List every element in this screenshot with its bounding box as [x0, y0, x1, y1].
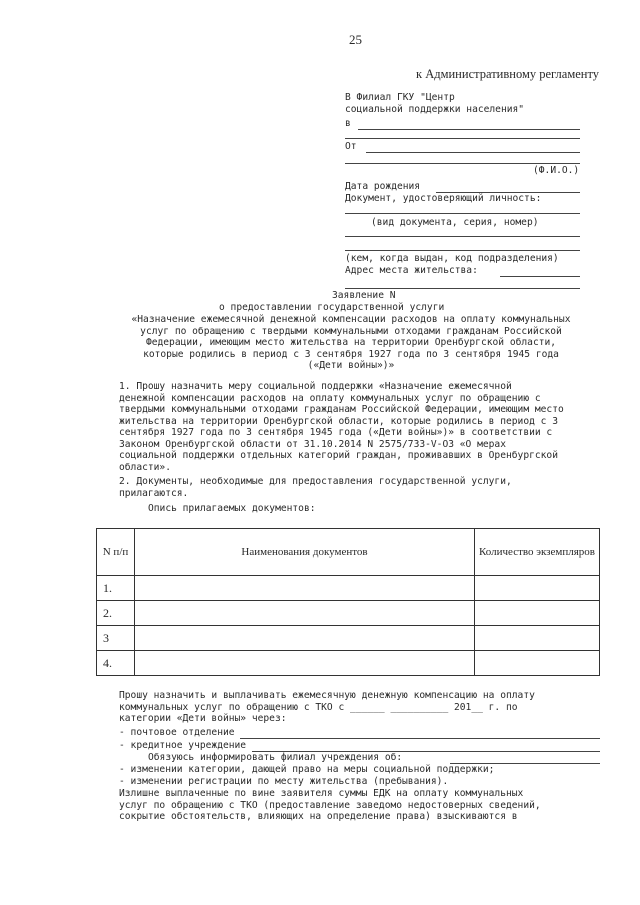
table-row — [97, 576, 600, 601]
table-row — [97, 626, 600, 651]
service-line: Федерации, имеющим место жительства на территории Оренбургской области, — [145, 337, 557, 348]
change-category-item: - изменении категории, дающей право на меры социальной поддержки; — [119, 764, 495, 775]
paragraph-line: Излишне выплаченные по вине заявителя суммы ЕДК на оплату коммунальных — [119, 788, 524, 799]
applicant-name-field[interactable] — [366, 152, 580, 153]
fio-caption: (Ф.И.О.) — [533, 165, 580, 176]
paragraph-line: Законом Оренбургской области от 31.10.2014 N 2575/733-V-ОЗ «О мерах — [119, 438, 506, 450]
quantity-cell[interactable] — [475, 626, 600, 651]
document-name-cell[interactable] — [135, 601, 475, 626]
header-number: N п/п — [97, 529, 135, 576]
header-quantity: Количество экземпляров — [475, 529, 600, 576]
paragraph-line: сокрытие обстоятельств, влияющих на определение права) взыскиваются в — [119, 811, 518, 822]
post-office-label: - почтовое отделение — [119, 727, 235, 738]
id-issued-field[interactable] — [345, 236, 580, 237]
address-field[interactable] — [500, 276, 580, 277]
post-office-field[interactable] — [240, 738, 600, 739]
inventory-label: Опись прилагаемых документов: — [148, 503, 316, 514]
overpayment-paragraph — [119, 788, 601, 823]
id-document-caption: (вид документа, серия, номер) — [371, 217, 539, 228]
id-issued-caption: (кем, когда выдан, код подразделения) — [345, 253, 559, 264]
row-number: 3 — [97, 626, 135, 651]
paragraph-line: категории «Дети войны» через: — [119, 713, 287, 724]
branch-field[interactable] — [358, 129, 580, 130]
table-row — [97, 651, 600, 676]
address-label: Адрес места жительства: — [345, 265, 478, 276]
paragraph-line: коммунальных услуг по обращению с ТКО с ______ __________ 201__ г. по — [119, 701, 518, 713]
service-name — [102, 314, 600, 372]
change-registration-item: - изменении регистрации по месту жительства (пребывания). — [119, 776, 449, 787]
header-document-name: Наименования документов — [135, 529, 475, 576]
page-number: 25 — [349, 32, 362, 47]
branch-field-2[interactable] — [345, 138, 580, 139]
paragraph-line: прилагаются. — [119, 487, 189, 499]
paragraph-line: социальной поддержки отдельных категорий граждан, проживавших в Оренбургской — [119, 450, 558, 461]
payment-request — [119, 690, 601, 725]
birth-date-label: Дата рождения — [345, 181, 421, 192]
paragraph-line: жительства на территории Оренбургской области, которые родились в период с 3 — [119, 415, 558, 427]
paragraph-line: денежной компенсации расходов на оплату коммунальных услуг по обращению с — [119, 392, 541, 404]
quantity-cell[interactable] — [475, 601, 600, 626]
document-name-cell[interactable] — [135, 651, 475, 676]
service-line: «Назначение ежемесячной денежной компенсации расходов на оплату коммунальных — [131, 314, 571, 325]
request-paragraph — [119, 381, 601, 473]
document-name-cell[interactable] — [135, 626, 475, 651]
applicant-name-field-2[interactable] — [345, 163, 580, 164]
address-field-2[interactable] — [345, 288, 580, 289]
paragraph-line: услуг по обращению с ТКО (предоставление заведомо недостоверных сведений, — [119, 799, 541, 811]
addressee-line2: социальной поддержки населения" — [345, 104, 525, 115]
paragraph-line: твердыми коммунальными отходами гражданам Российской Федерации, имеющим место — [119, 404, 564, 415]
service-line: которые родились в период с 3 сентября 1927 года по 3 сентября 1945 года — [143, 348, 559, 360]
paragraph-line: Прошу назначить и выплачивать ежемесячную денежную компенсацию на оплату — [119, 690, 535, 701]
application-subtitle: о предоставлении государственной услуги — [219, 302, 445, 313]
attachment-header: к Административному регламенту — [416, 67, 600, 81]
row-number: 1. — [97, 576, 135, 601]
service-line: услуг по обращению с твердыми коммунальными отходами гражданам Российской — [140, 325, 562, 337]
service-line: («Дети войны»)» — [307, 360, 395, 371]
id-document-field[interactable] — [345, 213, 580, 214]
paragraph-line: сентября 1927 года по 3 сентября 1945 года («Дети войны»)» в соответствии с — [119, 427, 553, 438]
documents-table — [96, 528, 600, 676]
table-row — [97, 601, 600, 626]
row-number: 4. — [97, 651, 135, 676]
addressee-line1: В Филиал ГКУ "Центр — [345, 92, 455, 103]
documents-paragraph — [119, 476, 601, 499]
paragraph-line: области». — [119, 461, 171, 473]
id-issued-field-2[interactable] — [345, 250, 580, 251]
id-document-label: Документ, удостоверяющий личность: — [345, 193, 542, 204]
application-title: Заявление N — [332, 290, 396, 301]
document-name-cell[interactable] — [135, 576, 475, 601]
quantity-cell[interactable] — [475, 651, 600, 676]
obligation-text: Обязуюсь информировать филиал учреждения об: — [148, 752, 403, 763]
table-header-row — [97, 529, 600, 576]
from-label: От — [345, 141, 357, 152]
quantity-cell[interactable] — [475, 576, 600, 601]
in-label: в — [345, 118, 351, 129]
row-number: 2. — [97, 601, 135, 626]
paragraph-line: 2. Документы, необходимые для предоставления государственной услуги, — [119, 476, 512, 487]
paragraph-line: 1. Прошу назначить меру социальной поддержки «Назначение ежемесячной — [119, 381, 512, 392]
credit-institution-label: - кредитное учреждение — [119, 740, 247, 751]
